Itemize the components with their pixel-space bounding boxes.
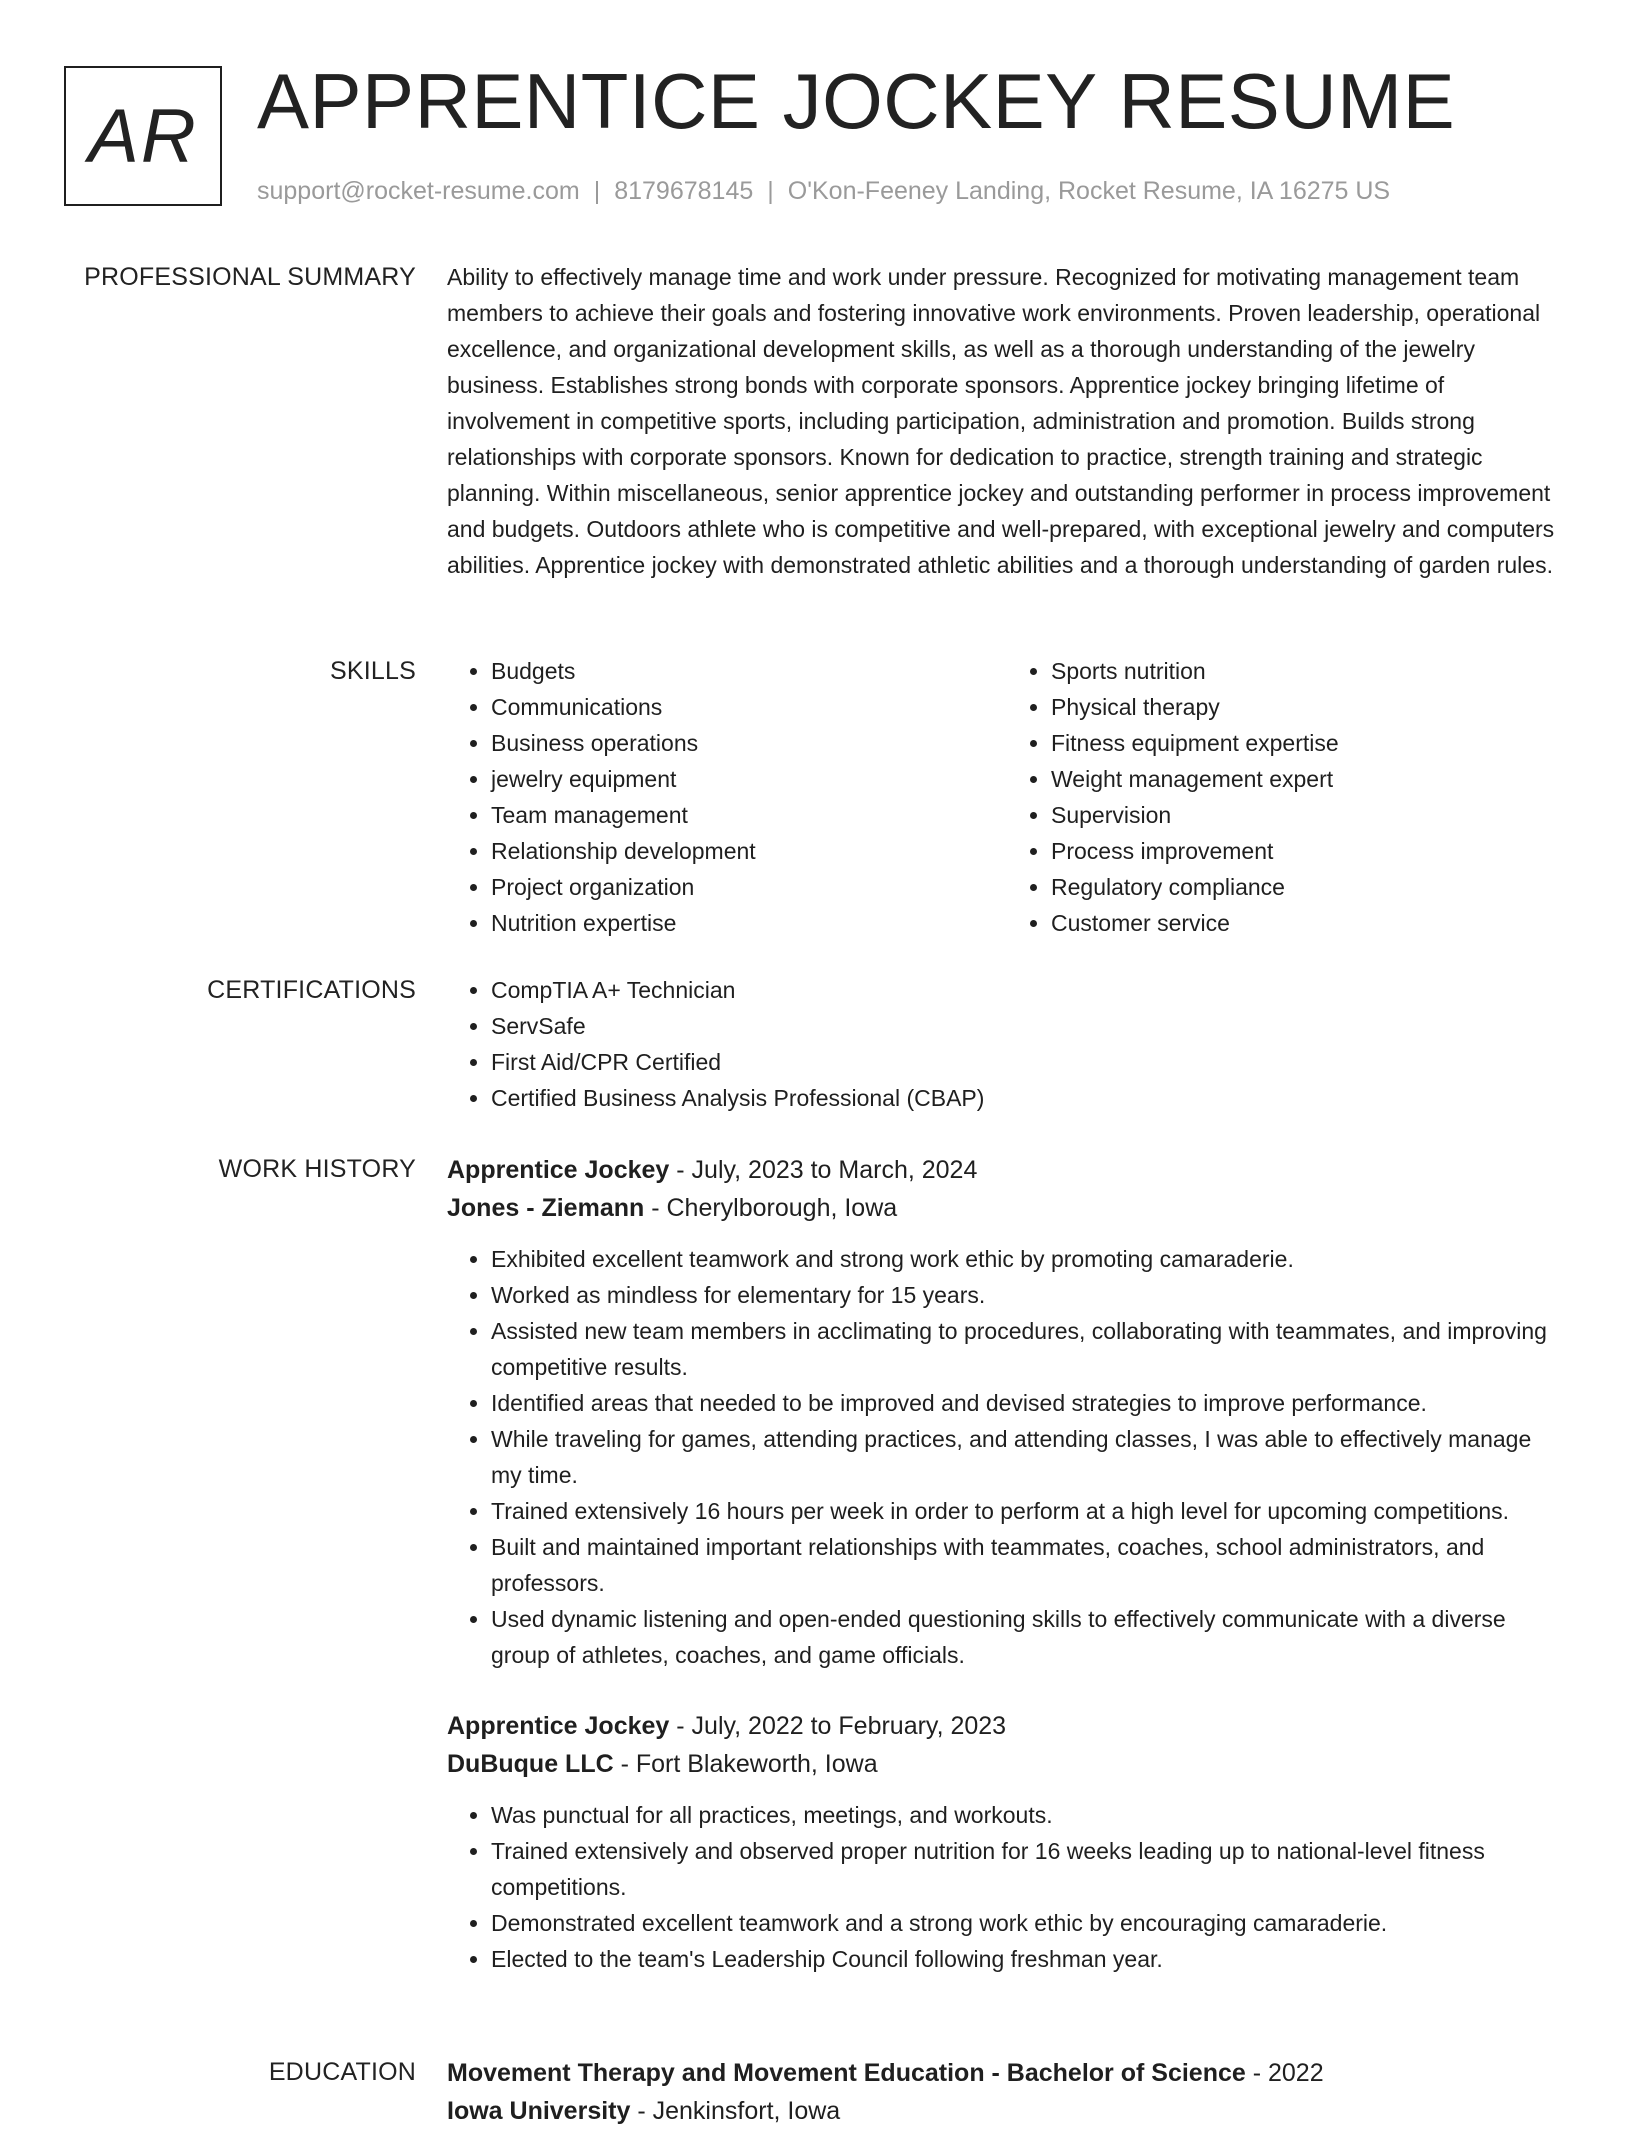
job-location: - Fort Blakeworth, Iowa	[613, 1750, 878, 1778]
skill-item: • Supervision	[1051, 797, 1567, 833]
job-bullet: • Built and maintained important relationships with teammates, coaches, school administrators, and professors.	[491, 1529, 1567, 1601]
job-dates: - July, 2023 to March, 2024	[669, 1156, 978, 1184]
job-bullet: • Demonstrated excellent teamwork and a strong work ethic by encouraging camaraderie.	[491, 1905, 1567, 1941]
job-bullet: • Exhibited excellent teamwork and strong work ethic by promoting camaraderie.	[491, 1241, 1567, 1277]
skill-item: • Weight management expert	[1051, 761, 1567, 797]
job-company-line	[447, 1745, 1567, 1783]
skill-item: • Regulatory compliance	[1051, 869, 1567, 905]
job-bullet: • Used dynamic listening and open-ended questioning skills to effectively communicate with a diverse group of athletes, coaches, and game officials.	[491, 1601, 1567, 1673]
skill-item: • Communications	[491, 689, 1007, 725]
section-label: SKILLS	[330, 657, 416, 685]
section-label: PROFESSIONAL SUMMARY	[84, 263, 416, 291]
certifications-list	[447, 972, 1567, 1116]
job-company: Jones - Ziemann	[447, 1194, 645, 1222]
contact-separator: |	[593, 177, 601, 205]
skill-item: • Budgets	[491, 653, 1007, 689]
job-title: Apprentice Jockey	[447, 1156, 670, 1184]
contact-address: O'Kon-Feeney Landing, Rocket Resume, IA 16275 US	[787, 177, 1391, 205]
education-school-line	[447, 2092, 1567, 2130]
job-location: - Cherylborough, Iowa	[644, 1194, 898, 1222]
section-label: EDUCATION	[268, 2058, 416, 2086]
job-company: DuBuque LLC	[447, 1750, 614, 1778]
skill-item: • Nutrition expertise	[491, 905, 1007, 941]
skill-item: • Team management	[491, 797, 1007, 833]
job-title: Apprentice Jockey	[447, 1712, 670, 1740]
job-bullet: • Worked as mindless for elementary for 15 years.	[491, 1277, 1567, 1313]
job-bullet: • While traveling for games, attending practices, and attending classes, I was able to effectively manage my time.	[491, 1421, 1567, 1493]
section-label: CERTIFICATIONS	[207, 976, 416, 1004]
skill-item: • Fitness equipment expertise	[1051, 725, 1567, 761]
certification-item: • ServSafe	[491, 1008, 1567, 1044]
job-bullet: • Was punctual for all practices, meetings, and workouts.	[491, 1797, 1567, 1833]
contact-line	[257, 174, 1390, 208]
job-bullet: • Trained extensively and observed proper nutrition for 16 weeks leading up to national-level fitness competitions.	[491, 1833, 1567, 1905]
certification-item: • First Aid/CPR Certified	[491, 1044, 1567, 1080]
certification-item: • Certified Business Analysis Professional (CBAP)	[491, 1080, 1567, 1116]
job-title-line	[447, 1707, 1567, 1745]
job-bullets	[447, 1797, 1567, 1977]
skill-item: • Process improvement	[1051, 833, 1567, 869]
skill-item: • Project organization	[491, 869, 1007, 905]
education-year: - 2022	[1245, 2059, 1324, 2087]
summary-text: Ability to effectively manage time and work under pressure. Recognized for motivating management team members to achieve their goals and fostering innovative work environments. Proven leadership, operational excellence, and organizational development skills, as well as a thorough understanding of the jewelry business. Establishes strong bonds with corporate sponsors. Apprentice jockey bringing lifetime of involvement in competitive sports, including participation, administration and promotion. Builds strong relationships with corporate sponsors. Known for dedication to practice, strength training and strategic planning. Within miscellaneous, senior apprentice jockey and outstanding performer in process improvement and budgets. Outdoors athlete who is competitive and well-prepared, with exceptional jewelry and computers abilities. Apprentice jockey with demonstrated athletic abilities and a thorough understanding of garden rules.	[447, 264, 1555, 578]
skill-item: • jewelry equipment	[491, 761, 1007, 797]
certification-item: • CompTIA A+ Technician	[491, 972, 1567, 1008]
initials-monogram: AR	[64, 66, 222, 206]
job-title-line	[447, 1151, 1567, 1189]
skills-list-right	[1007, 653, 1567, 941]
job-company-line	[447, 1189, 1567, 1227]
job-bullets	[447, 1241, 1567, 1673]
job-entry	[447, 1707, 1567, 1977]
education-school: Iowa University	[447, 2097, 631, 2125]
skill-item: • Business operations	[491, 725, 1007, 761]
skills-list-left	[447, 653, 1007, 941]
job-bullet: • Assisted new team members in acclimating to procedures, collaborating with teammates, and improving competitive results.	[491, 1313, 1567, 1385]
skill-item: • Physical therapy	[1051, 689, 1567, 725]
job-entry	[447, 1151, 1567, 1673]
section-label: WORK HISTORY	[218, 1155, 416, 1183]
education-location: - Jenkinsfort, Iowa	[630, 2097, 841, 2125]
job-dates: - July, 2022 to February, 2023	[669, 1712, 1007, 1740]
skill-item: • Sports nutrition	[1051, 653, 1567, 689]
contact-phone: 8179678145	[614, 177, 754, 205]
skill-item: • Customer service	[1051, 905, 1567, 941]
contact-email: support@rocket-resume.com	[257, 177, 580, 205]
resume-title: APPRENTICE JOCKEY RESUME	[257, 57, 1456, 145]
skill-item: • Relationship development	[491, 833, 1007, 869]
job-bullet: • Trained extensively 16 hours per week in order to perform at a high level for upcoming competitions.	[491, 1493, 1567, 1529]
job-bullet: • Elected to the team's Leadership Council following freshman year.	[491, 1941, 1567, 1977]
job-bullet: • Identified areas that needed to be improved and devised strategies to improve performance.	[491, 1385, 1567, 1421]
education-degree: Movement Therapy and Movement Education - Bachelor of Science	[447, 2059, 1246, 2087]
education-degree-line	[447, 2054, 1567, 2092]
contact-separator: |	[767, 177, 774, 205]
